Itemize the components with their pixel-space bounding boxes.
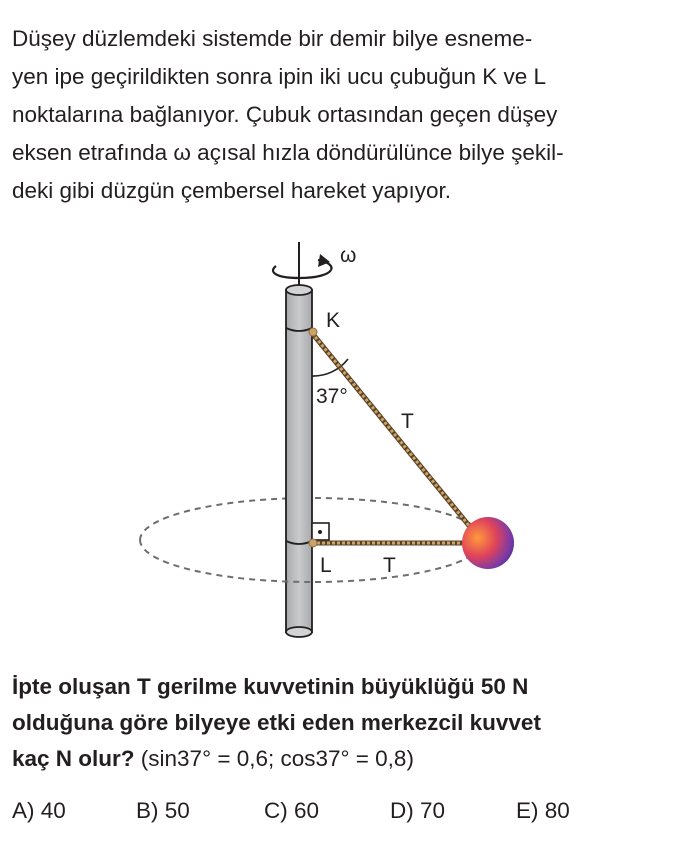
point-l-knot bbox=[309, 539, 317, 547]
given-values: (sin37° = 0,6; cos37° = 0,8) bbox=[134, 746, 414, 771]
question-line-2: olduğuna göre bilyeye etki eden merkezcil kuvvet bbox=[12, 710, 541, 735]
omega-label: ω bbox=[340, 244, 357, 267]
question-line-3 bbox=[12, 741, 662, 777]
physics-figure bbox=[0, 236, 678, 646]
rotating-rod-diagram bbox=[0, 236, 678, 646]
tension-upper-label: T bbox=[401, 410, 414, 433]
choice-e[interactable]: E) 80 bbox=[516, 798, 570, 823]
question-ask: kaç N olur? bbox=[12, 746, 135, 771]
answer-choices bbox=[12, 798, 662, 834]
choice-c[interactable]: C) 60 bbox=[264, 798, 320, 823]
choice-d[interactable]: D) 70 bbox=[390, 798, 446, 823]
rotation-arrow-icon bbox=[273, 254, 331, 278]
vertical-rod bbox=[286, 285, 312, 637]
tension-lower-label: T bbox=[383, 554, 396, 577]
question-text bbox=[12, 669, 662, 777]
point-k-label: K bbox=[326, 309, 341, 332]
choice-a[interactable]: A) 40 bbox=[12, 798, 66, 823]
statement-line-5: deki gibi düzgün çembersel hareket yapıyor. bbox=[12, 178, 452, 203]
statement-line-2: yen ipe geçirildikten sonra ipin iki ucu çubuğun K ve L bbox=[12, 64, 547, 89]
point-k-knot bbox=[309, 328, 317, 336]
problem-statement bbox=[12, 20, 662, 210]
statement-line-3: noktalarına bağlanıyor. Çubuk ortasından geçen düşey bbox=[12, 102, 558, 127]
question-line-1: İpte oluşan T gerilme kuvvetinin büyüklüğü 50 N bbox=[12, 674, 529, 699]
angle-label: 37° bbox=[316, 385, 348, 408]
statement-line-1: Düşey düzlemdeki sistemde bir demir bilye esneme- bbox=[12, 26, 533, 51]
choice-b[interactable]: B) 50 bbox=[136, 798, 190, 823]
statement-line-4: eksen etrafında ω açısal hızla döndürülünce bilye şekil- bbox=[12, 140, 564, 165]
point-l-label: L bbox=[320, 554, 332, 577]
iron-ball bbox=[462, 517, 514, 569]
